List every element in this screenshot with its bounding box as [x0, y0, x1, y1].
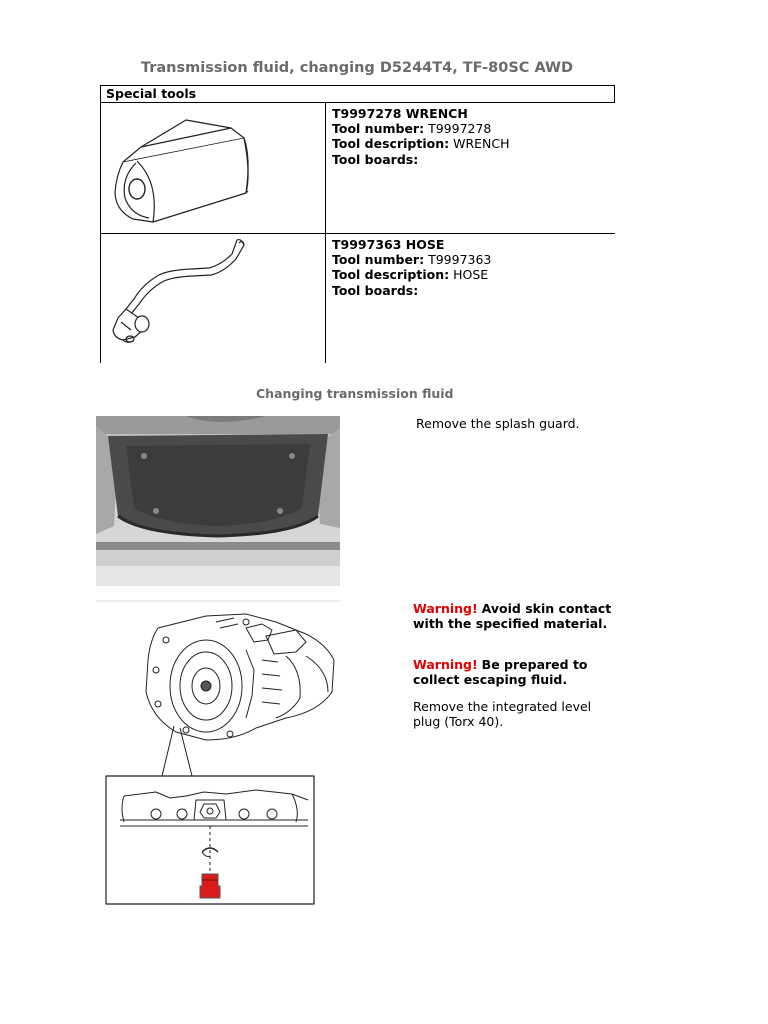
- tool-description-label: Tool description:: [332, 267, 450, 283]
- tool-number-label: Tool number:: [332, 252, 425, 268]
- warning-text: Avoid skin contact with the specified material.: [413, 601, 612, 631]
- hose-tool-image: [101, 234, 326, 363]
- tool-description-label: Tool description:: [332, 136, 450, 152]
- tool-boards-line: [332, 152, 510, 167]
- tool-description-line: [332, 136, 510, 151]
- tool-boards-line: [332, 283, 491, 298]
- tool-name: T9997363 HOSE: [332, 237, 445, 252]
- tool-name: T9997278 WRENCH: [332, 106, 468, 121]
- special-tools-table: [100, 85, 615, 363]
- tool-row: [100, 103, 615, 234]
- tool-number-line: [332, 252, 491, 267]
- tool-description-line: [332, 267, 491, 282]
- special-tools-header: Special tools: [100, 85, 615, 103]
- warning-text: Be prepared to collect escaping fluid.: [413, 657, 588, 687]
- section-title: Changing transmission fluid: [256, 386, 454, 401]
- step-text: Remove the integrated level plug (Torx 40).: [413, 699, 592, 729]
- hose-tool-info: [332, 237, 491, 298]
- warning-block: [413, 601, 613, 631]
- hose-icon: [101, 234, 325, 363]
- tool-number-line: [332, 121, 510, 136]
- tool-description-value: HOSE: [453, 267, 489, 283]
- wrench-tool-image: [101, 103, 326, 233]
- tool-boards-label: Tool boards:: [332, 282, 419, 298]
- tool-number-value: T9997278: [428, 121, 492, 137]
- warning-label: Warning!: [413, 601, 478, 616]
- warning-block: [413, 657, 613, 687]
- warning-label: Warning!: [413, 657, 478, 672]
- splash-guard-photo: [96, 416, 340, 586]
- step-text: Remove the splash guard.: [416, 416, 580, 431]
- tool-description-value: WRENCH: [453, 136, 510, 152]
- document-title: Transmission fluid, changing D5244T4, TF-80SC AWD: [140, 60, 574, 76]
- level-plug-diagram: [96, 600, 340, 910]
- transmission-diagram-image: [96, 600, 340, 910]
- tool-number-value: T9997363: [428, 252, 492, 268]
- hex-socket-wrench-icon: [101, 103, 325, 233]
- tool-row: [100, 234, 615, 363]
- tool-boards-label: Tool boards:: [332, 151, 419, 167]
- wrench-tool-info: [332, 106, 510, 167]
- splash-guard-image: [96, 416, 340, 586]
- tool-number-label: Tool number:: [332, 121, 425, 137]
